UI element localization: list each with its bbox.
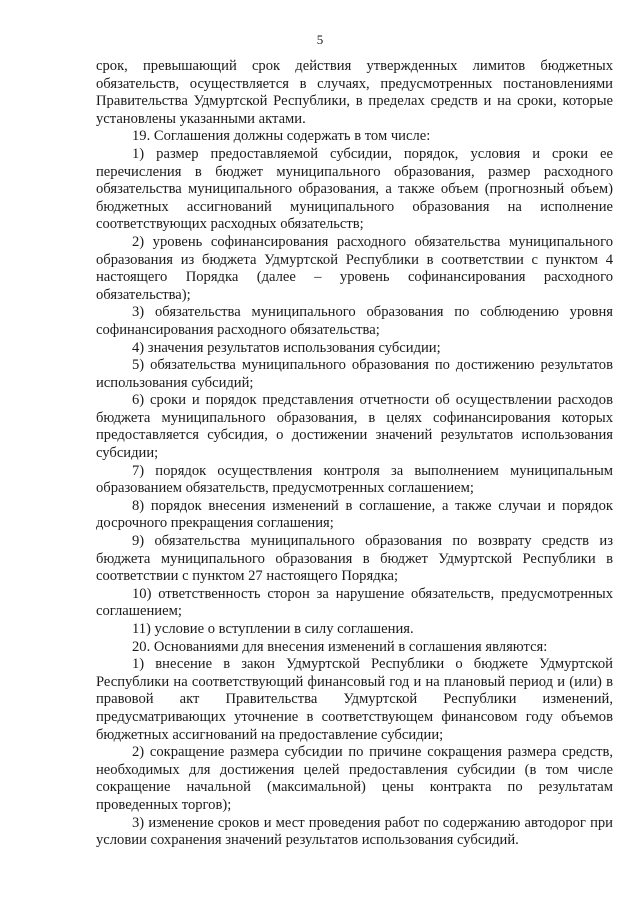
section-20-item-2: 2) сокращение размера субсидии по причине сокращения размера средств, необходимых для достижения целей предоставления субсидии (в том числе сокращение начальной (максимальной) цены контракта по результатам проведенных торгов);: [96, 744, 613, 813]
section-20-heading: 20. Основаниями для внесения изменений в соглашения являются:: [132, 638, 548, 655]
section-20-item-1: 1) внесение в закон Удмуртской Республики о бюджете Удмуртской Республики на соответствующий финансовый год и на плановый период и (или) в правовой акт Правительства Удмуртской Республики изменений, предусматривающих уточнение в соответствующем финансовом году объемов бюджетных ассигнований на предоставление субсидии;: [96, 656, 613, 743]
document-body: [96, 58, 613, 850]
section-19-item-11: 11) условие о вступлении в силу соглашения.: [132, 621, 414, 637]
page-number: 5: [316, 32, 324, 47]
section-19-item-4: 4) значения результатов использования субсидии;: [132, 339, 441, 356]
section-19-item-7: 7) порядок осуществления контроля за выполнением муниципальным образованием обязательств, предусмотренных соглашением;: [96, 462, 613, 497]
section-19-item-9: 9) обязательства муниципального образования по возврату средств из бюджета муниципального образования в бюджет Удмуртской Республики в соответствии с пунктом 27 настоящего Порядка;: [96, 533, 613, 585]
section-19-item-5: 5) обязательства муниципального образования по достижению результатов использования субсидий;: [96, 357, 613, 391]
paragraph-continuation: срок, превышающий срок действия утвержденных лимитов бюджетных обязательств, осуществляется в случаях, предусмотренных постановлениями Правительства Удмуртской Республики, в пределах средств и на сроки, которые установлены указанными актами.: [96, 58, 613, 127]
section-19-item-3: 3) обязательства муниципального образования по соблюдению уровня софинансирования расходного обязательства;: [96, 304, 613, 338]
section-20-item-3: 3) изменение сроков и мест проведения работ по содержанию автодорог при условии сохранения значений результатов использования субсидий.: [96, 814, 613, 849]
section-19-item-1: 1) размер предоставляемой субсидии, порядок, условия и сроки ее перечисления в бюджет муниципального образования, размер расходного обязательства муниципального образования, а также объем (прогнозный объем) бюджетных ассигнований муниципального образования на исполнение соответствующих расходных обязательств;: [96, 145, 613, 233]
section-19-item-8: 8) порядок внесения изменений в соглашение, а также случаи и порядок досрочного прекращения соглашения;: [96, 497, 613, 532]
section-19-item-10: 10) ответственность сторон за нарушение обязательств, предусмотренных соглашением;: [96, 585, 613, 620]
section-19-heading: 19. Соглашения должны содержать в том числе:: [132, 128, 431, 145]
section-19-item-2: 2) уровень софинансирования расходного обязательства муниципального образования из бюджета Удмуртской Республики в соответствии с пунктом 4 настоящего Порядка (далее – уровень софинансирования расходного обязательства);: [96, 233, 613, 303]
section-19-item-6: 6) сроки и порядок представления отчетности об осуществлении расходов бюджета муниципального образования, в целях софинансирования которых предоставляется субсидия, о достижении значений результатов использования субсидии;: [96, 392, 613, 462]
